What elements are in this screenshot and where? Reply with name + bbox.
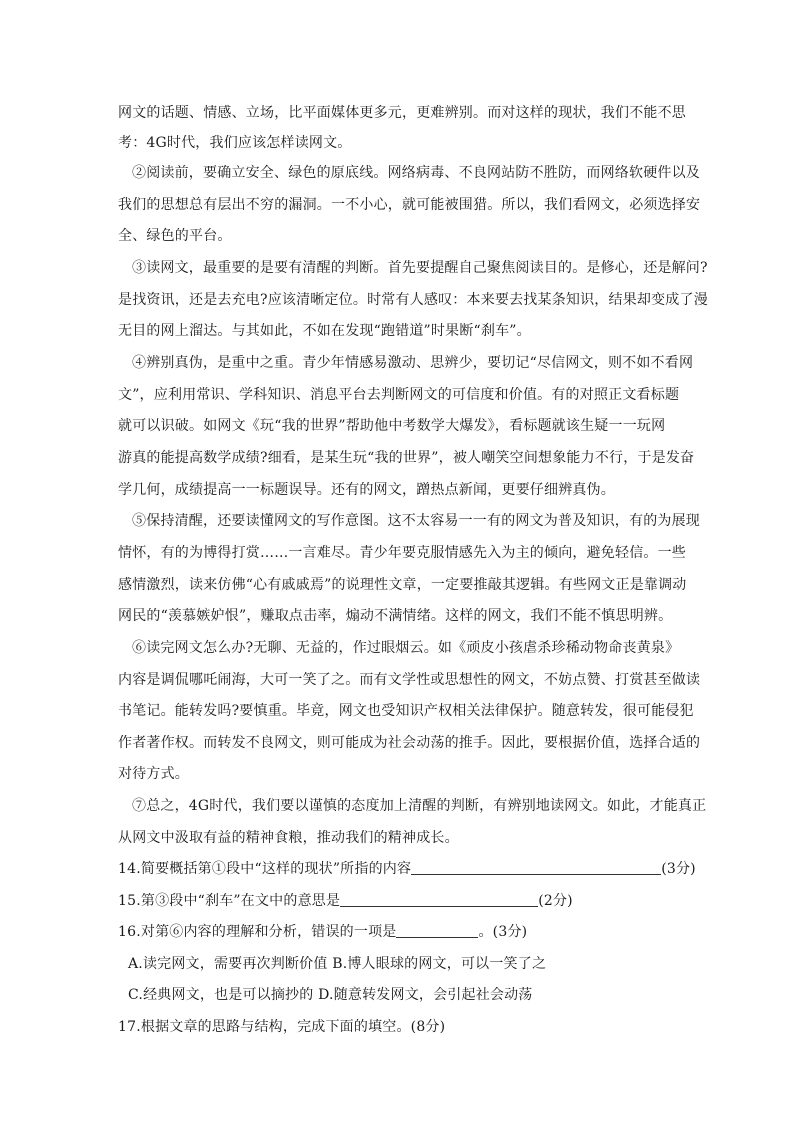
question-16-options-ab: A.读完网文，需要再次判断价值 B.博人眼球的网文，可以一笑了之 bbox=[128, 956, 547, 972]
paragraph-6-line-4: 作者著作权。而转发不良网文，则可能成为社会动荡的推手。因此，要根据价值，选择合适的 bbox=[118, 735, 701, 751]
paragraph-5-line-4: 网民的“羡慕嫉妒恨”，赚取点击率，煽动不满情绪。这样的网文，我们不能不慎思明辨。 bbox=[118, 608, 673, 624]
paragraph-4-line-1: ④辨别真伪，是重中之重。青少年情感易激动、思辨少，要切记“尽信网文，则不如不看网 bbox=[132, 355, 694, 371]
question-16-score: 。(3分) bbox=[478, 924, 528, 940]
question-16 bbox=[118, 922, 527, 942]
paragraph-3-line-1: ③读网文，最重要的是要有清醒的判断。首先要提醒自己聚焦阅读目的。是修心，还是解问? bbox=[132, 260, 708, 276]
paragraph-7-line-2: 从网文中汲取有益的精神食粮，推动我们的精神成长。 bbox=[118, 830, 459, 846]
paragraph-7-line-1: ⑦总之，4G时代，我们要以谨慎的态度加上清醒的判断，有辨别地读网文。如此，才能真正 bbox=[132, 798, 707, 814]
paragraph-2-line-2: 我们的思想总有层出不穷的漏洞。一不小心，就可能被围猎。所以，我们看网文，必须选择安 bbox=[118, 197, 701, 213]
paragraph-4-line-2: 文”，应利用常识、学科知识、消息平台去判断网文的可信度和价值。有的对照正文看标题 bbox=[118, 387, 680, 403]
question-14-text: 14.简要概括第①段中“这样的现状”所指的内容 bbox=[118, 861, 412, 877]
paragraph-3-line-2: 是找资讯，还是去充电?应该清晰定位。时常有人感叹：本来要去找某条知识，结果却变成了漫 bbox=[118, 292, 708, 308]
question-16-options-cd: C.经典网文，也是可以摘抄的 D.随意转发网文，会引起社会动荡 bbox=[128, 987, 533, 1003]
question-15-text: 15.第③段中“刹车”在文中的意思是 bbox=[118, 893, 341, 909]
paragraph-4-line-5: 学几何，成绩提高一一标题误导。还有的网文，蹭热点新闻，更要仔细辨真伪。 bbox=[118, 482, 615, 498]
paragraph-3-line-3: 无目的网上溜达。与其如此，不如在发现“跑错道”时果断“刹车”。 bbox=[118, 323, 531, 339]
paragraph-1-line-1: 网文的话题、情感、立场，比平面媒体更多元，更难辨别。而对这样的现状，我们不能不思 bbox=[118, 105, 686, 121]
question-15-score: (2分) bbox=[538, 893, 573, 909]
paragraph-5-line-2: 情怀，有的为博得打赏……一言难尽。青少年要克服情感先入为主的倾向，避免轻信。一些 bbox=[118, 545, 686, 561]
paragraph-6-line-2: 内容是调侃哪吒闹海，大可一笑了之。而有文学性或思想性的网文，不妨点赞、打赏甚至做读 bbox=[118, 672, 701, 688]
paragraph-5-line-3: 感情激烈，读来仿佛“心有戚戚焉”的说理性文章，一定要推敲其逻辑。有些网文正是靠调动 bbox=[118, 577, 687, 593]
paragraph-6-line-5: 对待方式。 bbox=[118, 766, 189, 782]
paragraph-1-line-2: 考：4G时代，我们应该怎样读网文。 bbox=[118, 135, 352, 151]
question-14-answer-blank[interactable] bbox=[411, 860, 661, 875]
paragraph-2-line-1: ②阅读前，要确立安全、绿色的原底线。网络病毒、不良网站防不胜防，而网络软硬件以及 bbox=[132, 165, 700, 181]
question-15 bbox=[118, 891, 573, 911]
question-17: 17.根据文章的思路与结构，完成下面的填空。(8分) bbox=[118, 1019, 446, 1035]
question-15-answer-blank[interactable] bbox=[340, 892, 538, 907]
paragraph-6-line-3: 书笔记。能转发吗?要慎重。毕竟，网文也受知识产权相关法律保护。随意转发，很可能侵犯 bbox=[118, 703, 694, 719]
question-16-text: 16.对第⑥内容的理解和分析，错误的一项是 bbox=[118, 924, 397, 940]
paragraph-5-line-1: ⑤保持清醒，还要读懂网文的写作意图。这不太容易一一有的网文为普及知识，有的为展现 bbox=[132, 513, 700, 529]
paragraph-2-line-3: 全、绿色的平台。 bbox=[118, 228, 232, 244]
question-14 bbox=[118, 859, 696, 879]
question-14-score: (3分) bbox=[661, 861, 696, 877]
paragraph-4-line-3: 就可以识破。如网文《玩“我的世界”帮助他中考数学大爆发》，看标题就该生疑一一玩网 bbox=[118, 418, 666, 434]
question-16-answer-blank[interactable] bbox=[396, 923, 478, 938]
paragraph-6-line-1: ⑥读完网文怎么办?无聊、无益的，作过眼烟云。如《顽皮小孩虐杀珍稀动物命丧黄泉》 bbox=[132, 640, 680, 656]
paragraph-4-line-4: 游真的能提高数学成绩?细看，是某生玩“我的世界”，被人嘲笑空间想象能力不行，于是发奋 bbox=[118, 450, 695, 466]
